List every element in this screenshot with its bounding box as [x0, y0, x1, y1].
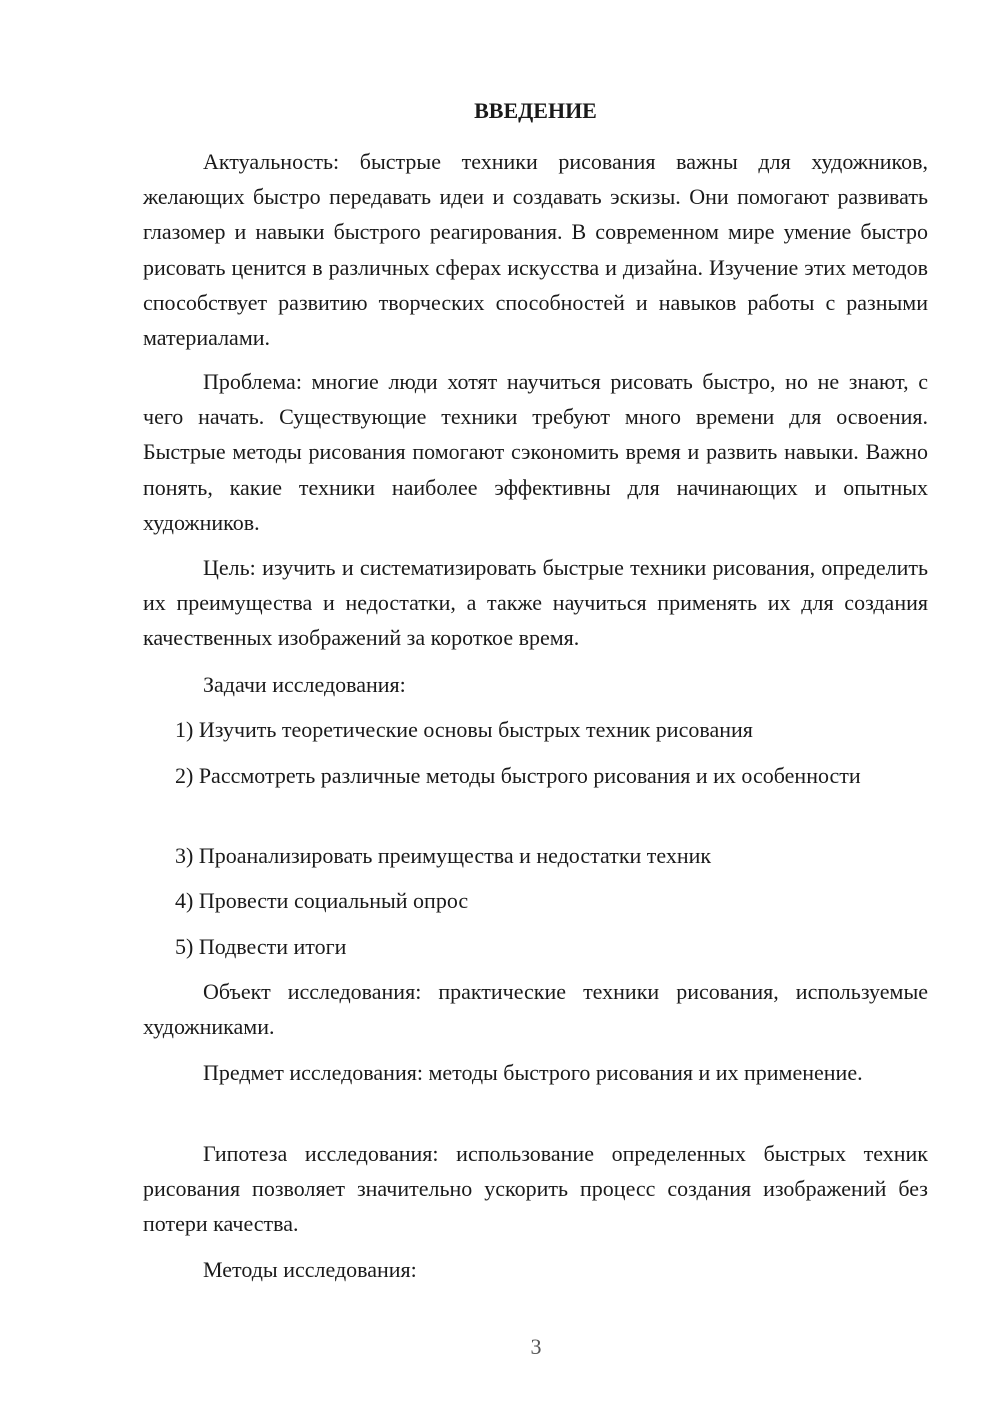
relevance-paragraph: Актуальность: быстрые техники рисования важны для художников, желающих быстро передавать идеи и создавать эскизы. Они помогают развивать глазомер и навыки быстрого реагирования. В современном мире умение быстро рисовать ценится в различных сферах искусства и дизайна. Изучение этих методов способствует развитию творческих способностей и навыков работы с разными материалами. [143, 149, 928, 351]
page-number: 3 [530, 1334, 542, 1359]
object-paragraph: Объект исследования: практические техники рисования, используемые художниками. [143, 979, 928, 1040]
task-item-4: 4) Провести социальный опрос [175, 888, 469, 913]
task-item-2: 2) Рассмотреть различные методы быстрого рисования и их особенности [175, 763, 861, 788]
problem-paragraph: Проблема: многие люди хотят научиться рисовать быстро, но не знают, с чего начать. Существующие техники требуют много времени для освоения. Быстрые методы рисования помогают сэкономить время и развить навыки. Важно понять, какие техники наиболее эффективны для начинающих и опытных художников. [143, 369, 928, 535]
page-title: ВВЕДЕНИЕ [474, 98, 597, 123]
tasks-heading: Задачи исследования: [203, 672, 406, 697]
task-item-3: 3) Проанализировать преимущества и недостатки техник [175, 843, 712, 868]
methods-heading: Методы исследования: [203, 1257, 417, 1282]
goal-paragraph: Цель: изучить и систематизировать быстрые техники рисования, определить их преимущества и недостатки, а также научиться применять их для создания качественных изображений за короткое время. [143, 555, 928, 651]
task-item-5: 5) Подвести итоги [175, 934, 347, 959]
task-item-1: 1) Изучить теоретические основы быстрых техник рисования [175, 717, 753, 742]
subject-paragraph: Предмет исследования: методы быстрого рисования и их применение. [203, 1060, 863, 1085]
hypothesis-paragraph: Гипотеза исследования: использование определенных быстрых техник рисования позволяет значительно ускорить процесс создания изображений без потери качества. [143, 1141, 928, 1237]
